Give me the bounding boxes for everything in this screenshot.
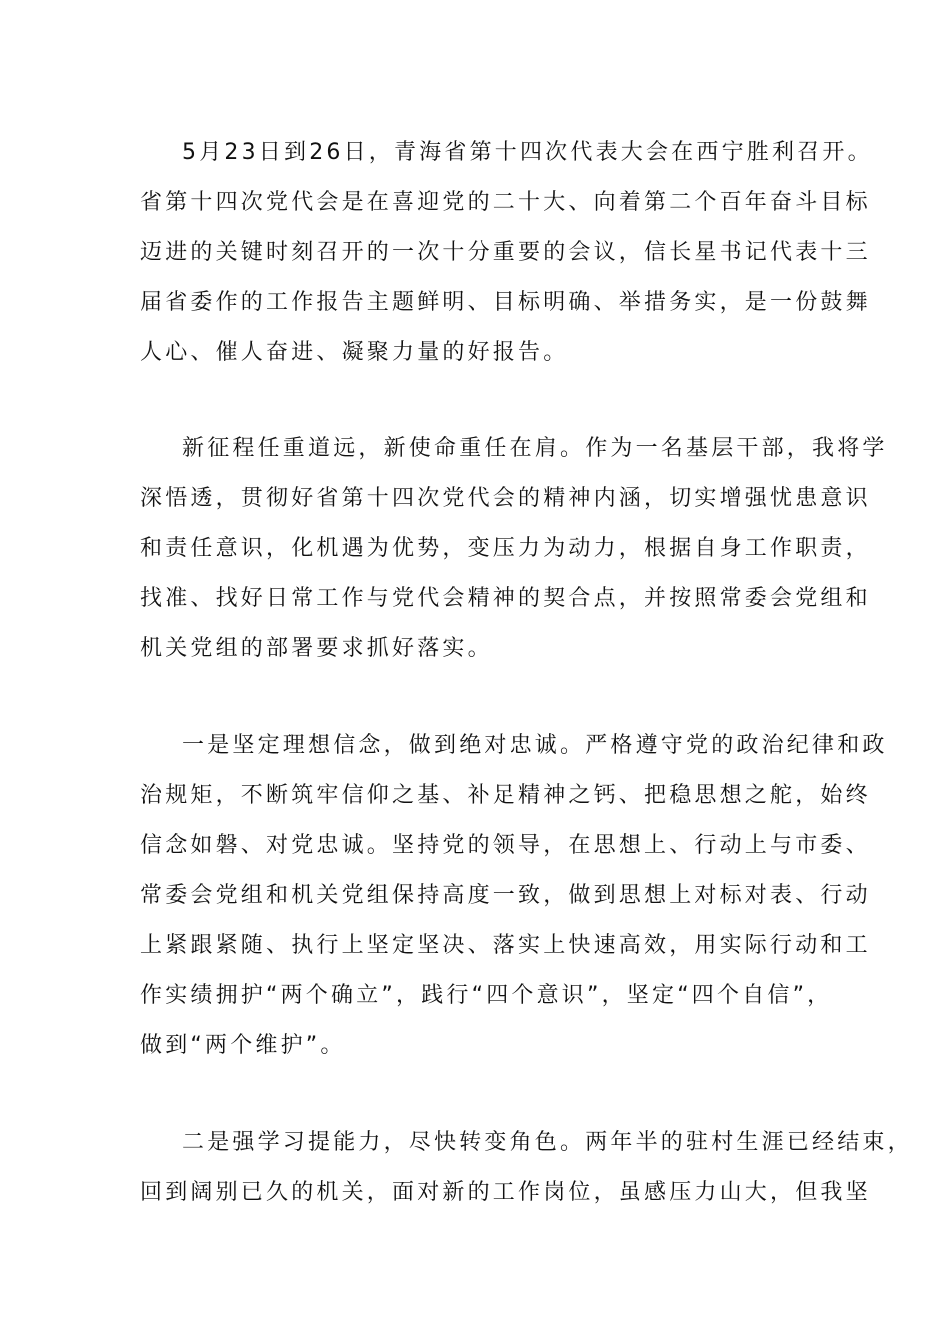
text-line: 届省委作的工作报告主题鲜明、目标明确、举措务实，是一份鼓舞: [140, 290, 871, 315]
text-line: 做到“两个维护”。: [140, 1033, 346, 1058]
text-line: 回到阔别已久的机关，面对新的工作岗位，虽感压力山大，但我坚: [140, 1180, 871, 1205]
text-line: 二是强学习提能力，尽快转变角色。两年半的驻村生涯已经结束，: [182, 1130, 913, 1155]
text-line: 人心、催人奋进、凝聚力量的好报告。: [140, 340, 569, 365]
text-line: 机关党组的部署要求抓好落实。: [140, 636, 493, 661]
paragraph-3: [140, 721, 888, 1071]
paragraph-4: [140, 1118, 913, 1218]
text-line: 找准、找好日常工作与党代会精神的契合点，并按照常委会党组和: [140, 586, 871, 611]
text-line: 5月23日到26日，青海省第十四次代表大会在西宁胜利召开。: [182, 140, 873, 165]
text-line: 省第十四次党代会是在喜迎党的二十大、向着第二个百年奋斗目标: [140, 190, 871, 215]
text-line: 常委会党组和机关党组保持高度一致，做到思想上对标对表、行动: [140, 883, 871, 908]
text-line: 新征程任重道远，新使命重任在肩。作为一名基层干部，我将学: [182, 436, 888, 461]
paragraph-1: [140, 128, 873, 378]
paragraph-2: [140, 424, 888, 674]
text-line: 一是坚定理想信念，做到绝对忠诚。严格遵守党的政治纪律和政: [182, 733, 888, 758]
text-line: 治规矩，不断筑牢信仰之基、补足精神之钙、把稳思想之舵，始终: [140, 783, 871, 808]
text-line: 深悟透，贯彻好省第十四次党代会的精神内涵，切实增强忧患意识: [140, 486, 871, 511]
text-line: 迈进的关键时刻召开的一次十分重要的会议，信长星书记代表十三: [140, 240, 871, 265]
text-line: 和责任意识，化机遇为优势，变压力为动力，根据自身工作职责，: [140, 536, 871, 561]
text-line: 信念如磐、对党忠诚。坚持党的领导，在思想上、行动上与市委、: [140, 833, 871, 858]
text-line: 作实绩拥护“两个确立”，践行“四个意识”，坚定“四个自信”，: [140, 983, 833, 1008]
text-line: 上紧跟紧随、执行上坚定坚决、落实上快速高效，用实际行动和工: [140, 933, 871, 958]
